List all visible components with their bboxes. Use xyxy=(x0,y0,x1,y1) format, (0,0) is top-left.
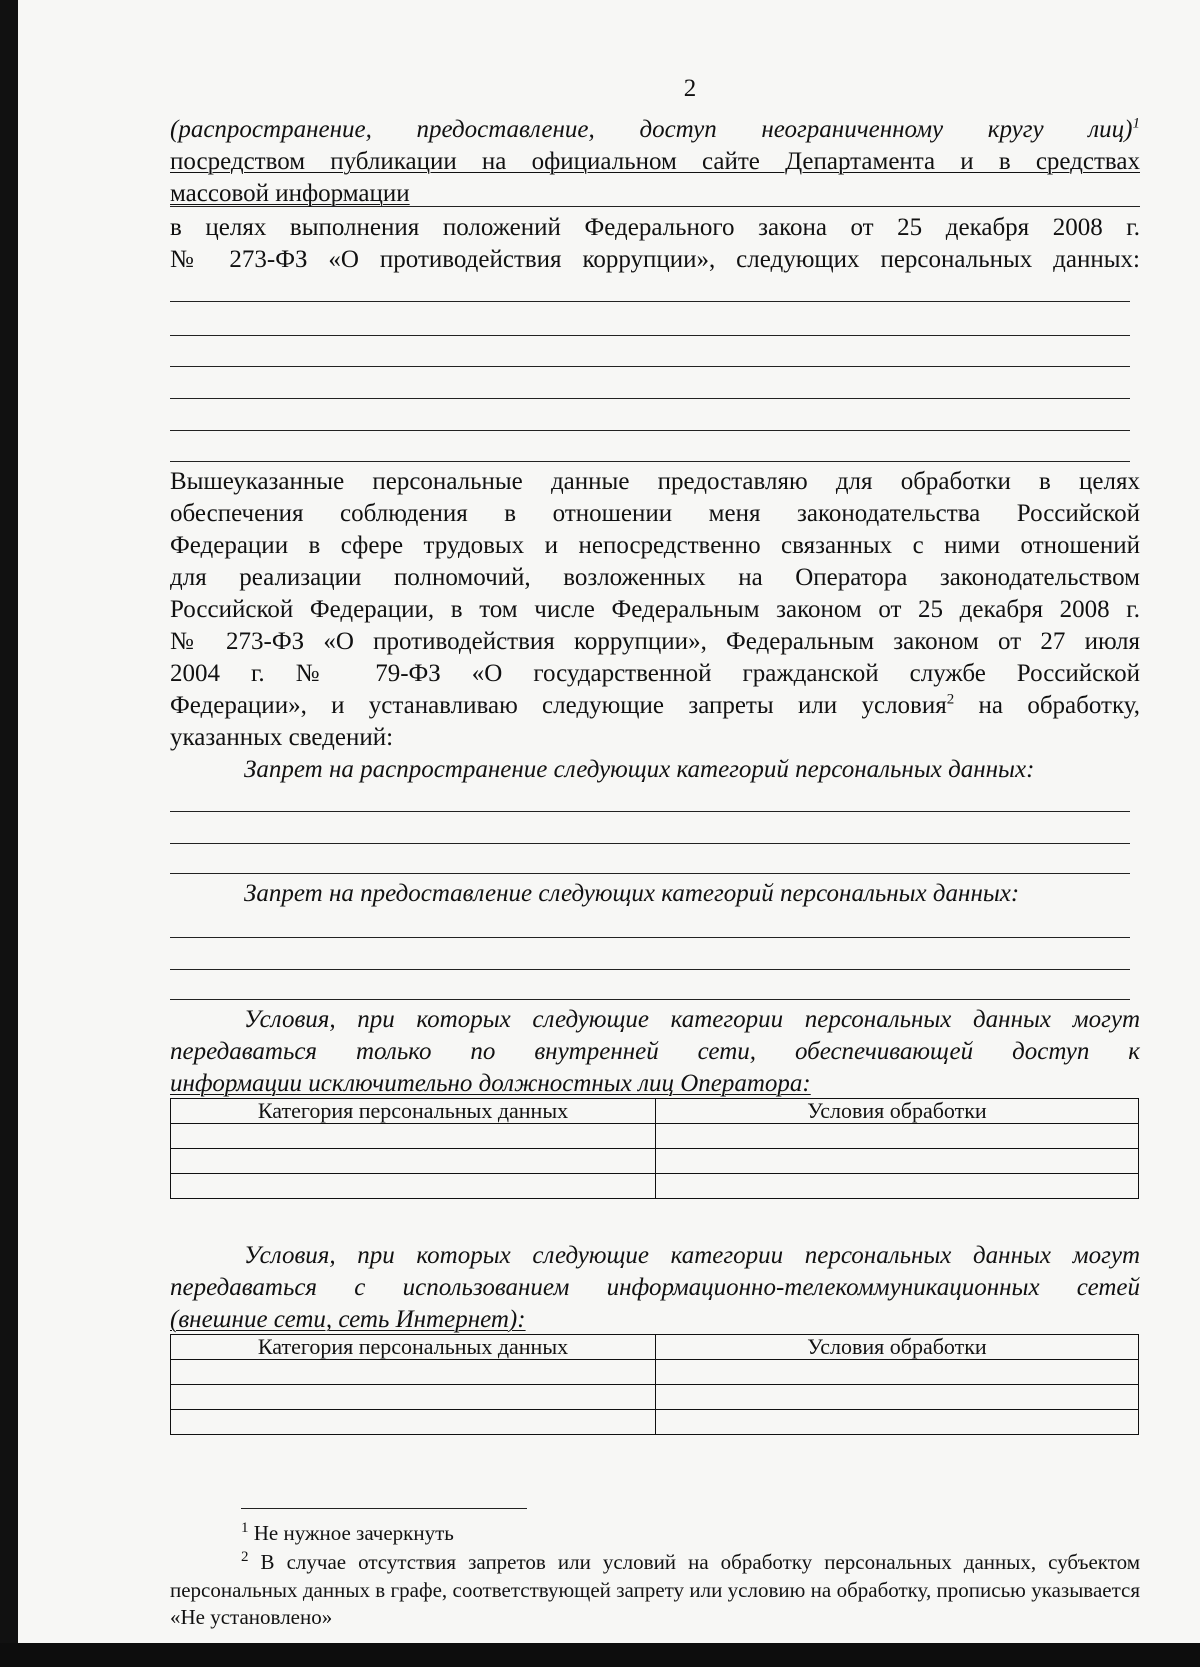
table-header-row xyxy=(171,1335,1139,1360)
table-row xyxy=(171,1410,1139,1435)
fill-line xyxy=(170,301,1130,302)
footnote-1: $^1$ Не нужное зачеркнуть xyxy=(241,1520,454,1545)
table-cell[interactable] xyxy=(656,1124,1139,1149)
page-number: 2 xyxy=(683,75,697,102)
column-header-conditions: Условия обработки xyxy=(656,1335,1139,1360)
fill-line xyxy=(170,811,1130,812)
fill-line xyxy=(170,461,1130,462)
table-cell[interactable] xyxy=(656,1174,1139,1199)
fill-line xyxy=(170,335,1130,336)
fill-line xyxy=(170,366,1130,367)
consent-line: для реализации полномочий, возложенных на Оператора законодательством xyxy=(170,564,1140,591)
method-line: (распространение, предоставление, доступ неограниченному кругу лиц)$^1$ xyxy=(170,115,1140,143)
footnote-ref-1: 1 xyxy=(1132,115,1140,132)
column-header-category: Категория персональных данных xyxy=(171,1099,656,1124)
table-cell[interactable] xyxy=(171,1410,656,1435)
internal-conditions-line-1: Условия, при которых следующие категории персональных данных могут xyxy=(244,1006,1140,1033)
footnote-ref-2: 2 xyxy=(946,691,955,708)
external-conditions-line-2: передаваться с использованием информационно-телекоммуникационных сетей xyxy=(170,1274,1140,1301)
consent-line: Российской Федерации, в том числе Федеральным законом от 25 декабря 2008 г. xyxy=(170,596,1140,623)
consent-line: Вышеуказанные персональные данные предоставляю для обработки в целях xyxy=(170,468,1140,495)
footnote-2: $^2$ В случае отсутствия запретов или условий на обработку персональных данных, субъектом персональных данных в графе, соответствующей запрету или условию на обработку, прописью указывается «Не установлено» xyxy=(170,1549,1140,1629)
table-cell[interactable] xyxy=(171,1174,656,1199)
fill-line xyxy=(170,430,1130,431)
fill-line xyxy=(170,843,1130,844)
consent-line: № 273-ФЗ «О противодействия коррупции», Федеральным законом от 27 июля xyxy=(170,628,1140,655)
method-detail-line: посредством публикации на официальном сайте Департамента и в средствах xyxy=(170,148,1140,175)
consent-line: указанных сведений: xyxy=(170,724,394,751)
fill-line xyxy=(170,937,1130,938)
table-row xyxy=(171,1385,1139,1410)
scan-edge-bottom xyxy=(0,1643,1200,1667)
consent-line: 2004 г. № 79-ФЗ «О государственной гражданской службе Российской xyxy=(170,660,1140,687)
external-network-table xyxy=(170,1334,1139,1435)
consent-line: Федерации в сфере трудовых и непосредственно связанных с ними отношений xyxy=(170,532,1140,559)
fill-line xyxy=(170,999,1130,1000)
internal-conditions-line-2: передаваться только по внутренней сети, обеспечивающей доступ к xyxy=(170,1038,1140,1065)
external-conditions-line-1: Условия, при которых следующие категории персональных данных могут xyxy=(244,1242,1140,1269)
column-header-conditions: Условия обработки xyxy=(656,1099,1139,1124)
internal-network-table xyxy=(170,1098,1139,1199)
fill-line xyxy=(170,398,1130,399)
table-row xyxy=(171,1360,1139,1385)
method-detail-line-2: массовой информации xyxy=(170,180,410,207)
column-header-category: Категория персональных данных xyxy=(171,1335,656,1360)
table-cell[interactable] xyxy=(171,1360,656,1385)
table-row xyxy=(171,1174,1139,1199)
internal-conditions-line-3: информации исключительно должностных лиц Оператора: xyxy=(170,1070,811,1097)
table-cell[interactable] xyxy=(656,1410,1139,1435)
fill-line xyxy=(170,969,1130,970)
consent-line: Федерации», и устанавливаю следующие запреты или условия$^2$ на обработку, xyxy=(170,691,1140,719)
purpose-line-1: в целях выполнения положений Федерального закона от 25 декабря 2008 г. xyxy=(170,214,1140,241)
table-cell[interactable] xyxy=(171,1124,656,1149)
ban-provision-heading: Запрет на предоставление следующих категорий персональных данных: xyxy=(244,880,1020,907)
footnote-separator xyxy=(241,1508,527,1509)
table-cell[interactable] xyxy=(656,1385,1139,1410)
table-cell[interactable] xyxy=(171,1149,656,1174)
table-row xyxy=(171,1149,1139,1174)
external-conditions-line-3: (внешние сети, сеть Интернет): xyxy=(170,1306,526,1333)
ban-distribution-heading: Запрет на распространение следующих категорий персональных данных: xyxy=(244,756,1035,783)
consent-line: обеспечения соблюдения в отношении меня законодательства Российской xyxy=(170,500,1140,527)
table-cell[interactable] xyxy=(656,1149,1139,1174)
fill-line xyxy=(170,873,1130,874)
table-cell[interactable] xyxy=(656,1360,1139,1385)
table-header-row xyxy=(171,1099,1139,1124)
fill-line xyxy=(170,206,1140,207)
purpose-line-2: № 273-ФЗ «О противодействия коррупции», следующих персональных данных: xyxy=(170,246,1140,273)
table-cell[interactable] xyxy=(171,1385,656,1410)
table-row xyxy=(171,1124,1139,1149)
